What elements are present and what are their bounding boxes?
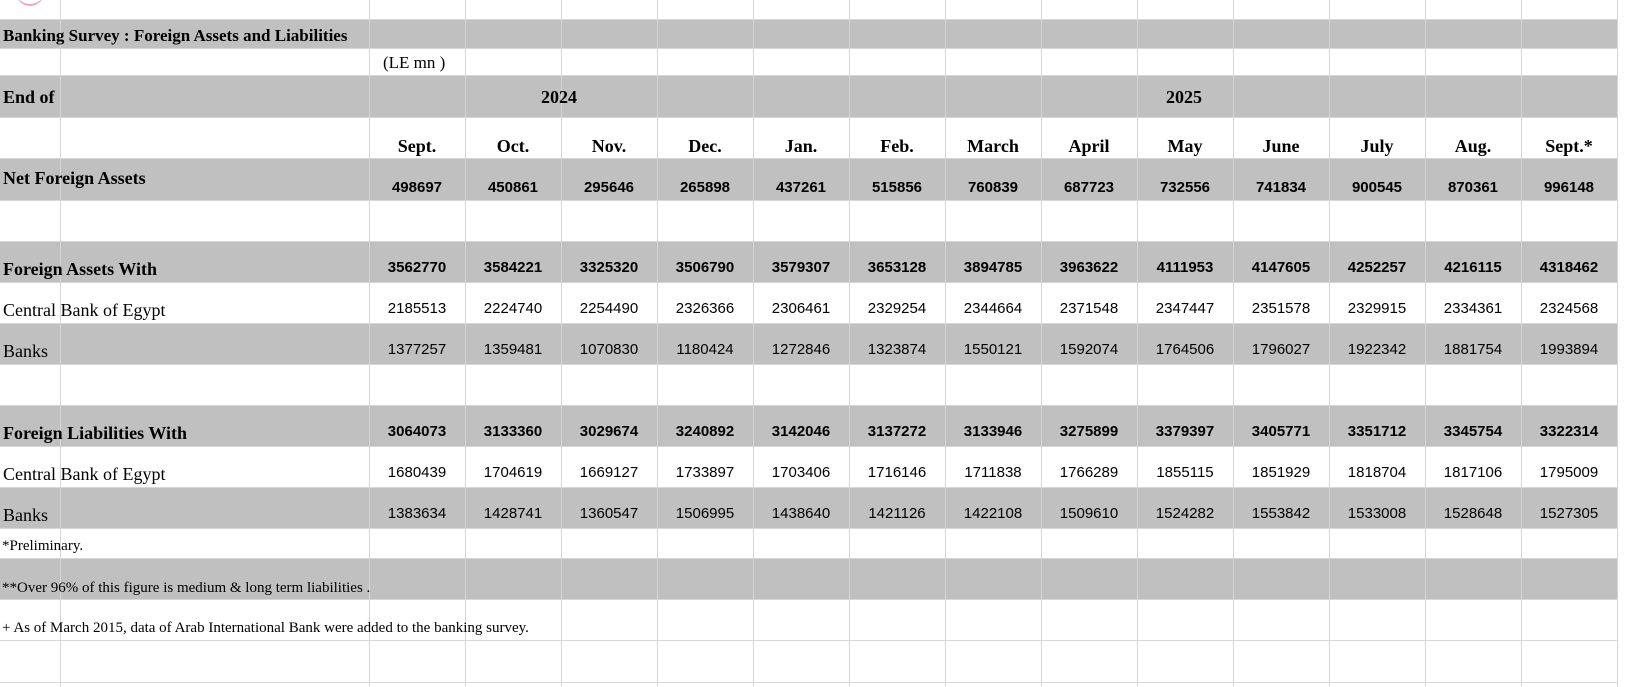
table-cell: 1528648 xyxy=(1443,505,1503,522)
table-cell: 1506995 xyxy=(675,505,735,522)
table-cell: 3133946 xyxy=(963,423,1023,440)
table-cell: 1796027 xyxy=(1251,341,1311,358)
month-header: Feb. xyxy=(880,136,914,156)
table-cell: 3133360 xyxy=(483,423,543,440)
table-cell: 2326366 xyxy=(675,300,735,317)
table-cell: 1817106 xyxy=(1443,464,1503,481)
table-cell: 4252257 xyxy=(1347,259,1407,276)
month-header: June xyxy=(1262,136,1300,156)
table-cell: 4147605 xyxy=(1251,259,1311,276)
year-header-band xyxy=(0,75,1617,117)
table-cell: 1716146 xyxy=(867,464,927,481)
table-cell: 1422108 xyxy=(963,505,1023,522)
table-cell: 3579307 xyxy=(771,259,831,276)
month-header: Oct. xyxy=(496,136,530,156)
table-cell: 3275899 xyxy=(1059,423,1119,440)
table-cell: 1070830 xyxy=(579,341,639,358)
table-cell: 741834 xyxy=(1255,179,1307,196)
row-label-fa-cbe: Central Bank of Egypt xyxy=(3,300,166,320)
row-label-fl-banks: Banks xyxy=(3,505,48,525)
table-cell: 1428741 xyxy=(483,505,543,522)
table-cell: 3345754 xyxy=(1443,423,1503,440)
table-cell: 1360547 xyxy=(579,505,639,522)
year-2025: 2025 xyxy=(1166,87,1202,107)
table-cell: 1323874 xyxy=(867,341,927,358)
month-header: July xyxy=(1360,136,1394,156)
table-cell: 1592074 xyxy=(1059,341,1119,358)
table-cell: 2344664 xyxy=(963,300,1023,317)
table-cell: 1669127 xyxy=(579,464,639,481)
table-cell: 4111953 xyxy=(1156,259,1214,276)
table-cell: 1818704 xyxy=(1347,464,1407,481)
table-cell: 3506790 xyxy=(675,259,735,276)
table-cell: 1527305 xyxy=(1539,505,1599,522)
table-cell: 1764506 xyxy=(1155,341,1215,358)
table-cell: 2371548 xyxy=(1059,300,1119,317)
table-cell: 3240892 xyxy=(675,423,735,440)
month-header: Sept.* xyxy=(1545,136,1593,156)
table-cell: 2351578 xyxy=(1251,300,1311,317)
row-label-fa-banks: Banks xyxy=(3,341,48,361)
month-header: April xyxy=(1068,136,1110,156)
table-cell: 3963622 xyxy=(1059,259,1119,276)
table-cell: 1438640 xyxy=(771,505,831,522)
table-cell: 1795009 xyxy=(1539,464,1599,481)
table-cell: 3894785 xyxy=(963,259,1023,276)
table-cell: 2334361 xyxy=(1443,300,1503,317)
table-cell: 1180424 xyxy=(676,341,734,358)
table-cell: 3584221 xyxy=(483,259,543,276)
table-cell: 2347447 xyxy=(1155,300,1215,317)
table-cell: 1272846 xyxy=(771,341,831,358)
table-cell: 1377257 xyxy=(387,341,447,358)
table-cell: 437261 xyxy=(775,179,827,196)
table-cell: 2306461 xyxy=(771,300,831,317)
table-cell: 498697 xyxy=(391,179,443,196)
month-header: March xyxy=(967,136,1019,156)
table-cell: 3379397 xyxy=(1155,423,1215,440)
table-cell: 1680439 xyxy=(387,464,447,481)
table-cell: 2329254 xyxy=(867,300,927,317)
table-cell: 4318462 xyxy=(1539,259,1599,276)
month-header: May xyxy=(1167,136,1203,156)
note-over96: **Over 96% of this figure is medium & long term liabilities . xyxy=(2,580,371,596)
table-cell: 1359481 xyxy=(483,341,543,358)
table-cell: 265898 xyxy=(679,179,731,196)
page-title: Banking Survey : Foreign Assets and Liabilities xyxy=(3,26,348,45)
table-cell: 295646 xyxy=(583,179,635,196)
month-header: Nov. xyxy=(591,136,627,156)
unit-label: (LE mn ) xyxy=(383,53,446,72)
table-cell: 687723 xyxy=(1063,179,1115,196)
table-cell: 3351712 xyxy=(1347,423,1407,440)
table-cell: 2254490 xyxy=(579,300,639,317)
end-of-label: End of xyxy=(3,87,55,107)
table-cell: 1851929 xyxy=(1251,464,1311,481)
month-header: Jan. xyxy=(784,136,818,156)
month-header: Aug. xyxy=(1454,136,1492,156)
row-label-fl-cbe: Central Bank of Egypt xyxy=(3,464,166,484)
table-cell: 1733897 xyxy=(675,464,735,481)
table-cell: 3653128 xyxy=(867,259,927,276)
table-cell: 760839 xyxy=(967,179,1019,196)
table-cell: 1766289 xyxy=(1059,464,1119,481)
table-cell: 870361 xyxy=(1447,179,1499,196)
table-cell: 2329915 xyxy=(1347,300,1407,317)
table-cell: 1550121 xyxy=(963,341,1023,358)
table-cell: 450861 xyxy=(487,179,539,196)
table-cell: 3325320 xyxy=(579,259,639,276)
table-cell: 996148 xyxy=(1543,179,1595,196)
note-preliminary: *Preliminary. xyxy=(2,538,84,554)
table-cell: 1533008 xyxy=(1347,505,1407,522)
table-cell: 1922342 xyxy=(1347,341,1407,358)
table-cell: 4216115 xyxy=(1444,259,1502,276)
table-cell: 3562770 xyxy=(387,259,447,276)
month-header: Sept. xyxy=(397,136,437,156)
table-cell: 3064073 xyxy=(387,423,447,440)
table-cell: 1993894 xyxy=(1539,341,1599,358)
table-cell: 1553842 xyxy=(1251,505,1311,522)
table-cell: 1855115 xyxy=(1156,464,1214,481)
table-cell: 1383634 xyxy=(387,505,447,522)
row-label-net-foreign-assets: Net Foreign Assets xyxy=(3,168,146,188)
table-cell: 3142046 xyxy=(771,423,831,440)
row-label-foreign-assets-with: Foreign Assets With xyxy=(3,259,158,279)
table-cell: 3405771 xyxy=(1251,423,1311,440)
table-cell: 2224740 xyxy=(483,300,543,317)
table-cell: 3029674 xyxy=(579,423,639,440)
table-cell: 1524282 xyxy=(1155,505,1215,522)
table-cell: 1704619 xyxy=(483,464,543,481)
table-cell: 732556 xyxy=(1159,179,1211,196)
table-cell: 900545 xyxy=(1351,179,1403,196)
table-cell: 515856 xyxy=(871,179,923,196)
table-cell: 3322314 xyxy=(1539,423,1599,440)
month-header: Dec. xyxy=(688,136,722,156)
table-cell: 3137272 xyxy=(867,423,927,440)
table-cell: 2324568 xyxy=(1539,300,1599,317)
year-2024: 2024 xyxy=(541,87,577,107)
note-arab-bank: + As of March 2015, data of Arab International Bank were added to the banking survey. xyxy=(2,620,529,636)
row-label-foreign-liabilities-with: Foreign Liabilities With xyxy=(3,423,188,443)
table-cell: 1881754 xyxy=(1443,341,1503,358)
table-cell: 1711838 xyxy=(964,464,1022,481)
table-cell: 1421126 xyxy=(868,505,926,522)
table-cell: 1509610 xyxy=(1059,505,1119,522)
table-cell: 2185513 xyxy=(387,300,447,317)
table-cell: 1703406 xyxy=(771,464,831,481)
